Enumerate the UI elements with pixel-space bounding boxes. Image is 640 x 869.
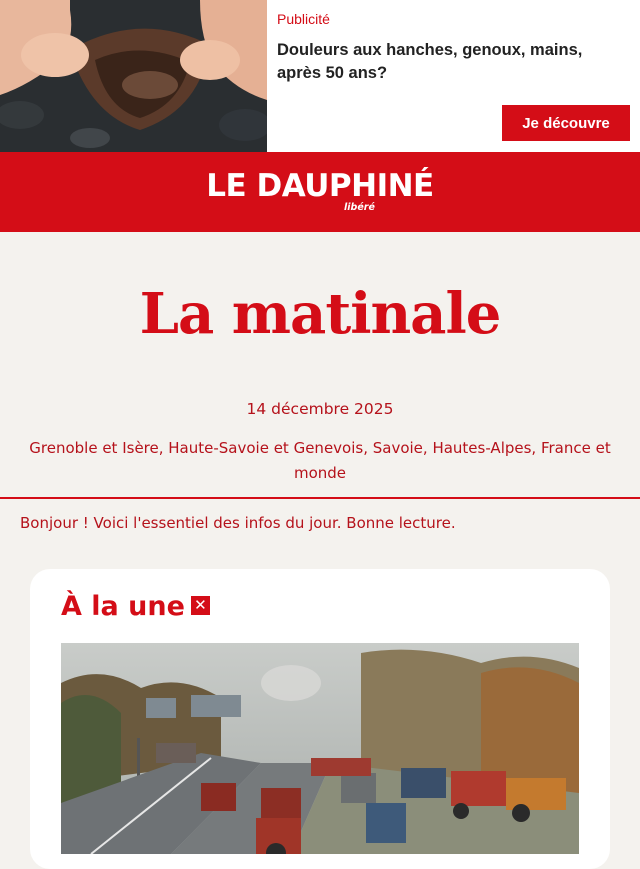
- advertisement[interactable]: [0, 0, 640, 152]
- ad-headline[interactable]: Douleurs aux hanches, genoux, mains, après 50 ans?: [277, 41, 583, 82]
- ad-cta-button[interactable]: Je découvre: [502, 105, 630, 141]
- brand-logo-subtitle: libéré: [344, 202, 375, 213]
- section-title: [61, 591, 210, 622]
- greeting-text: Bonjour ! Voici l'essentiel des infos du jour. Bonne lecture.: [20, 514, 456, 532]
- newsletter-title: La matinale: [139, 281, 501, 347]
- newsletter-date: 14 décembre 2025: [246, 400, 394, 418]
- newsletter-regions: Grenoble et Isère, Haute-Savoie et Genevois, Savoie, Hautes-Alpes, France et monde: [29, 439, 611, 482]
- section-title-text: À la une: [61, 591, 185, 622]
- ad-image[interactable]: [0, 0, 267, 152]
- broken-image-icon: ✕: [191, 596, 210, 615]
- brand-logo[interactable]: LE DAUPHINÉ: [206, 168, 434, 204]
- ad-photo-mussels-hands: [0, 0, 267, 152]
- ad-sponsored-label: Publicité: [277, 11, 330, 27]
- headline-photo[interactable]: [61, 643, 579, 854]
- headline-photo-tractor-blockade: [61, 643, 579, 854]
- header-divider: [0, 497, 640, 499]
